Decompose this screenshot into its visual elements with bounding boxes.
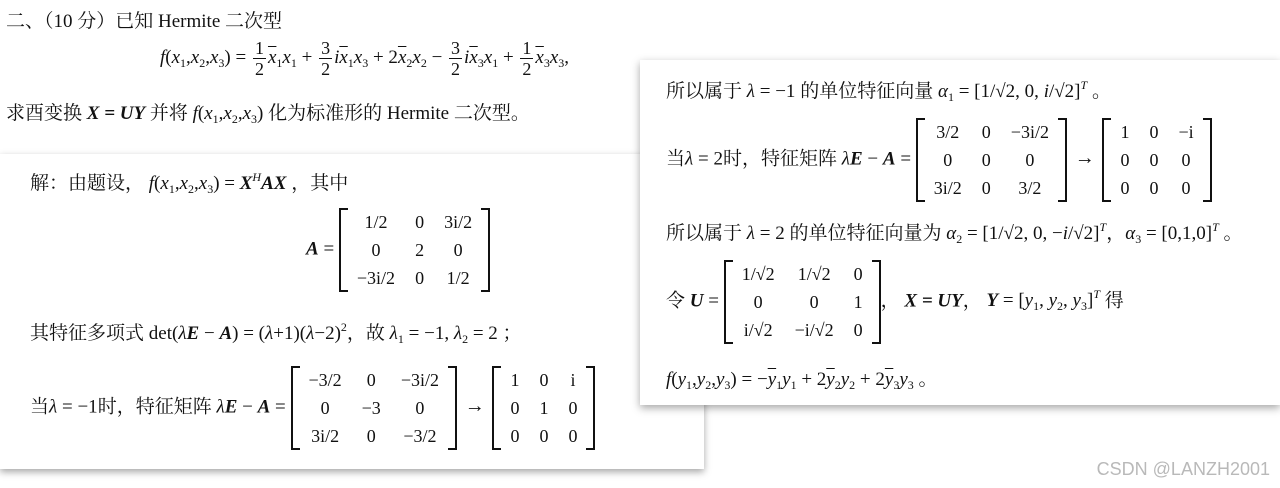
case1-rref-cell: 0 <box>568 398 578 418</box>
case1-matrix-row <box>299 366 449 394</box>
matrix-A-cell: 1/2 <box>446 268 470 288</box>
matrix-U-row <box>732 316 873 344</box>
matrix-A-cell: −3i/2 <box>356 268 396 288</box>
matrix-A-cell: 2 <box>415 240 425 260</box>
case2-matrix-cell: 0 <box>943 150 953 170</box>
task-prefix: 求酉变换 <box>6 103 83 124</box>
matrix-A-row <box>347 208 482 236</box>
case1-rref-cell: 0 <box>510 426 520 446</box>
case1-matrix-cell: 0 <box>320 398 330 418</box>
intro-suffix: ，其中 <box>291 173 349 194</box>
case2-rref-row <box>1110 174 1203 202</box>
final-result: $f(y_1,y_2,y_3) = -\overline{y}_1y_1 + 2\overline{y}_2y_2 + 2\overline{y}_3y_3$ 。 <box>666 369 938 392</box>
matrix-U-row <box>732 260 873 288</box>
let-U-line: 令 U = 1/√2 1/√2 0 0 0 1 i/√2 −i/√2 0 ， X = UY， $Y = [y_1$, $y_2$, $y_3]^T$ 得 <box>666 260 1124 344</box>
case2-rref-cell: 0 <box>1149 150 1159 170</box>
matrix-A-block: A = 1/2 0 3i/2 0 2 0 −3i/2 0 1/2 <box>306 208 490 292</box>
matrix-A-cell: 1/2 <box>364 212 388 232</box>
case1-rref-cell: 1 <box>510 370 520 390</box>
task-mid: 并将 <box>149 103 188 124</box>
arrow-icon: → <box>464 395 485 418</box>
charpoly-suffix: ，故 <box>346 323 385 344</box>
case2-line: 当λ = 2时，特征矩阵 λE − A = 3/2 0 −3i/2 0 0 0 3i/2 0 3/2 → 1 0 −i 0 0 0 0 0 0 <box>666 118 1212 202</box>
matrix-A-cell: 3i/2 <box>444 212 473 232</box>
intro-prefix: 解：由题设， <box>30 173 145 194</box>
case2-rref-cell: 0 <box>1181 178 1191 198</box>
matrix-A-row <box>347 264 482 292</box>
case2-matrix-row <box>924 174 1059 202</box>
case1-line: 当λ = −1时，特征矩阵 λE − A = −3/2 0 −3i/2 0 −3 0 3i/2 0 −3/2 → 1 0 i 0 1 0 0 0 0 <box>30 366 595 450</box>
case1-rref-row <box>500 366 587 394</box>
case2-rref-row <box>1110 146 1203 174</box>
case1-matrix-row <box>299 422 449 450</box>
case2-rref-cell: −i <box>1178 122 1194 142</box>
matrix-A-cell: 0 <box>415 212 425 232</box>
case1-matrix-cell: 0 <box>366 370 376 390</box>
case1-rref <box>492 366 595 450</box>
case2-matrix-cell: 0 <box>981 150 991 170</box>
solution-intro: 解：由题设， $f(x_1,x_2,x_3) = X^HAX$ ，其中 <box>30 170 349 196</box>
case2-mid: 时，特征矩阵 <box>722 148 837 170</box>
arrow-icon: → <box>1074 147 1095 170</box>
case2-rref-cell: 0 <box>1181 150 1191 170</box>
charpoly-line: 其特征多项式 $\det(\lambda E - A) = (\lambda+1)(\lambda-2)^2$，故 $\lambda_1 = -1$, $\lambda_2 = 2$ ； <box>30 320 522 346</box>
matrix-U-cell: −i/√2 <box>794 320 834 340</box>
case2-matrix-cell: 3/2 <box>936 122 960 142</box>
case1-rref-cell: 0 <box>539 370 549 390</box>
eig2-prefix: 所以属于 <box>666 223 743 244</box>
case2-rref-cell: 0 <box>1120 178 1130 198</box>
eig1-prefix: 所以属于 <box>666 81 743 102</box>
case2-rref-cell: 0 <box>1120 150 1130 170</box>
case1-matrix-row <box>299 394 449 422</box>
case1-matrix-cell: −3/2 <box>403 426 437 446</box>
matrix-U-cell: 1/√2 <box>741 264 775 284</box>
eigvec2-line: 所以属于 λ = 2 的单位特征向量为 $\alpha_2 = [1/√2$, 0, −i/√2]$^T$，$\alpha_3 = [0,1,0]^T$ 。 <box>666 220 1243 246</box>
task-f-expr: $f(x_1,x_2,x_3)$ <box>192 103 264 126</box>
solution-card-right <box>640 60 1280 405</box>
case2-matrix-cell: 0 <box>981 122 991 142</box>
eig1-suffix: 的单位特征向量 <box>800 81 934 102</box>
case2-matrix-cell: 3/2 <box>1018 178 1042 198</box>
case2-matrix-row <box>924 146 1059 174</box>
case1-rref-cell: 0 <box>510 398 520 418</box>
matrix-A-cell: 0 <box>415 268 425 288</box>
case1-rref-cell: i <box>570 370 576 390</box>
case2-rref-cell: 1 <box>1120 122 1130 142</box>
case2-matrix-row <box>924 118 1059 146</box>
case1-rref-cell: 1 <box>539 398 549 418</box>
let-suffix: 得 <box>1104 290 1124 312</box>
matrix-U-cell: 1 <box>853 292 863 312</box>
case1-mid: 时，特征矩阵 <box>97 396 212 418</box>
problem-title-text: 二、（10 分）已知 Hermite 二次型 <box>6 11 283 32</box>
matrix-U-cell: 0 <box>753 292 763 312</box>
matrix-A <box>339 208 490 292</box>
case1-rref-row <box>500 422 587 450</box>
eigvec1-line: 所以属于 λ = −1 的单位特征向量 $\alpha_1 = [1/√2$, 0, i/√2]$^T$ 。 <box>666 78 1111 104</box>
case1-matrix-cell: 0 <box>415 398 425 418</box>
case2-rref-row <box>1110 118 1203 146</box>
transform-expr: X = UY <box>86 103 146 124</box>
matrix-A-cell: 0 <box>371 240 381 260</box>
hermite-form-formula: $f(x_1,x_2,x_3)$ = $\frac{1}{2}$ $\overline{x}_1x_1$ + $\frac{3}{2}$ $i\overline{x}_1x_3 + 2\overline{x}_2x_2$ − $\frac{3}{2}$ $i\overline{x}_3x_1$ + $\frac{1}{2}$ $\overline{x}_3x_3$, <box>160 38 570 79</box>
case1-rref-row <box>500 394 587 422</box>
case2-matrix <box>916 118 1067 202</box>
matrix-A-row <box>347 236 482 264</box>
case1-matrix <box>291 366 457 450</box>
case2-matrix-cell: 3i/2 <box>933 178 962 198</box>
case1-matrix-cell: −3/2 <box>308 370 342 390</box>
watermark: CSDN @LANZH2001 <box>1096 459 1270 479</box>
case1-matrix-cell: −3i/2 <box>400 370 439 390</box>
problem-task <box>6 98 530 127</box>
case1-prefix: 当 <box>30 396 50 418</box>
matrix-U-row <box>732 288 873 316</box>
charpoly-prefix: 其特征多项式 <box>30 323 145 344</box>
case2-rref <box>1102 118 1211 202</box>
eig2-suffix: 的单位特征向量为 <box>789 223 942 244</box>
case1-matrix-cell: −3 <box>361 398 381 418</box>
matrix-U-cell: 0 <box>853 320 863 340</box>
matrix-U-cell: 0 <box>853 264 863 284</box>
matrix-U-cell: 0 <box>809 292 819 312</box>
case2-rref-cell: 0 <box>1149 178 1159 198</box>
matrix-U-cell: i/√2 <box>743 320 773 340</box>
case1-matrix-cell: 0 <box>366 426 376 446</box>
problem-title <box>6 6 282 33</box>
case2-prefix: 当 <box>666 148 686 170</box>
case2-matrix-cell: 0 <box>981 178 991 198</box>
let-prefix: 令 <box>666 290 686 312</box>
case1-rref-cell: 0 <box>568 426 578 446</box>
case1-matrix-cell: 3i/2 <box>311 426 340 446</box>
matrix-U <box>724 260 881 344</box>
case2-matrix-cell: −3i/2 <box>1010 122 1049 142</box>
case2-matrix-cell: 0 <box>1025 150 1035 170</box>
matrix-U-cell: 1/√2 <box>797 264 831 284</box>
task-suffix: 化为标准形的 Hermite 二次型。 <box>268 103 530 124</box>
solution-card-left <box>0 154 704 469</box>
case2-rref-cell: 0 <box>1149 122 1159 142</box>
case1-rref-cell: 0 <box>539 426 549 446</box>
matrix-A-cell: 0 <box>453 240 463 260</box>
